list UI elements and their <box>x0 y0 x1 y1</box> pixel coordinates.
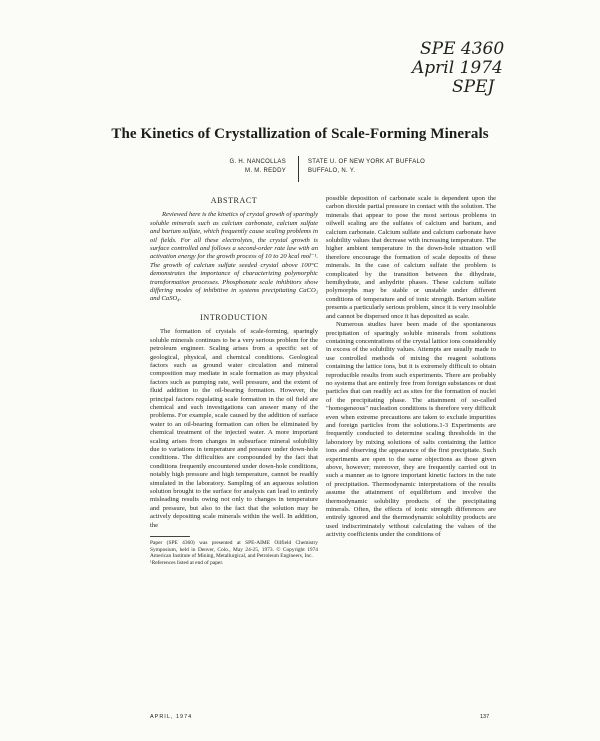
left-column <box>150 195 318 566</box>
handwritten-note-line: SPE 4360 <box>420 39 505 59</box>
handwritten-note <box>412 40 542 97</box>
affiliation-line: STATE U. OF NEW YORK AT BUFFALO <box>308 159 426 165</box>
abstract-text: Reviewed here is the kinetics of crystal growth of sparingly soluble minerals such as calcium carbonate, calcium sulfate and barium sulfate, which frequently cause scaling problems in oil fields. For all these electrolytes, the crystal growth is surface controlled and follows a second-order rate law with an activation energy for the growth process of 10 to 20 kcal mol⁻¹. The growth of calcium sulfate seeded crystal above 100°C demonstrates the importance of characterizing polymorphic transformation processes. Phosphonate scale inhibitors show differing modes of inhibitive in systems precipitating CaCO₃ and CaSO₄. <box>150 211 318 303</box>
body-paragraph: possible deposition of carbonate scale is dependent upon the carbon dioxide partial pressure in contact with the solution. The minerals that appear to pose the most serious problems in oilwell scaling are the sulfates of calcium and barium, and calcium carbonate. Calcium sulfate and calcium carbonate have solubility values that decrease with increasing temperature. The higher ambient temperature in the down-hole situation will therefore encourage the formation of scale deposits of these minerals. In the case of calcium sulfate the problem is complicated by the transition between the dihydrate, hemihydrate, and anhydrite phases. These calcium sulfate polymorphs may be stable or unstable under different conditions of temperature and of ionic strength. Barium sulfate presents a particularly serious problem, since it is very insoluble and cannot be dispersed once it has deposited as scale. <box>326 195 496 320</box>
handwritten-note-line: SPEJ <box>452 77 495 97</box>
footnote-text: Paper (SPE 4360) was presented at SPE-AIME Oilfield Chemistry Symposium, held in Denver, Colo., May 24-25, 1973. © Copyright 1974 American Institute of Mining, Metallurgical, and Petroleum Engineers, Inc. <box>150 540 318 560</box>
introduction-heading: INTRODUCTION <box>200 312 268 322</box>
handwritten-note-line: April 1974 <box>412 58 503 78</box>
author-name: M. M. REDDY <box>245 168 286 174</box>
footnote-text: ¹References listed at end of paper. <box>150 559 224 566</box>
introduction-text: The formation of crystals of scale-forming, sparingly soluble minerals continues to be a very serious problem for the petroleum engineer. Scaling arises from a specific set of geological, physical, and chemical conditions. Geological factors such as ground water circulation and mineral composition may mediate in scale formation as may physical factors such as pumping rate, well pressure, and the extent of fluid addition to the oil-bearing formation. However, the principal factors regulating scale formation in the oil field are chemical and such investigations can answer many of the problems. For example, scale caused by the addition of surface water to an oil-bearing formation can often be eliminated by chemical treatment of the injected water. A more important scaling arises from changes in subsurface mineral solubility due to variations in temperature and pressure under down-hole conditions. The difficulties are compounded by the fact that conditions frequently encountered under down-hole conditions, notably high pressure and high temperature, cannot be readily simulated in the laboratory. Sampling of an aqueous solution solution brought to the surface for analysis can lead to entirely misleading results owing not only to changes in temperature and pressure, but also to the fact that the solution may be actively depositing scale minerals within the well. In addition, the <box>150 328 318 529</box>
body-paragraph: Numerous studies have been made of the spontaneous precipitation of sparingly soluble minerals from solutions containing concentrations of the crystal lattice ions considerably in excess of the solubility values. Attempts are usually made to use controlled methods of mixing the reagent solutions containing the lattice ions, but it is extremely difficult to obtain reproducible results from such experiments. There are probably no systems that are entirely free from foreign substances or dust particles that can readily act as sites for the formation of nuclei of the precipitating phase. The attainment of so-called "homogeneous" nucleation conditions is therefore very difficult even when extreme precautions are taken to exclude impurities and foreign particles from the solutions.1-3 Experiments are frequently conducted to determine scaling thresholds in the laboratory by mixing solutions of salts containing the lattice ions and observing the appearance of the first precipitate. Such experiments are open to the same objections as those given above, however; moreover, they are frequently carried out in such a manner as to ignore important kinetic factors in the rate of precipitation. Thermodynamic interpretations of the results assume the attainment of equilibrium and involve the thermodynamic solubility products of the precipitating minerals. Often, the effects of ionic strength differences are entirely ignored and the thermodynamic solubility products are used indiscriminately without calculating the values of the activity coefficients under the conditions of <box>326 321 496 539</box>
paper-title: The Kinetics of Crystallization of Scale-Forming Minerals <box>111 126 489 142</box>
affiliation-block <box>308 158 468 176</box>
right-column <box>326 195 496 540</box>
footnote-rule <box>150 536 190 537</box>
affiliation-line: BUFFALO, N. Y. <box>308 168 356 174</box>
author-block <box>186 158 286 176</box>
affiliation-divider <box>298 156 299 182</box>
abstract-heading: ABSTRACT <box>210 196 258 205</box>
author-name: G. H. NANCOLLAS <box>229 159 286 165</box>
page-number: 137 <box>480 714 490 720</box>
journal-footer: APRIL, 1974 <box>150 714 193 720</box>
